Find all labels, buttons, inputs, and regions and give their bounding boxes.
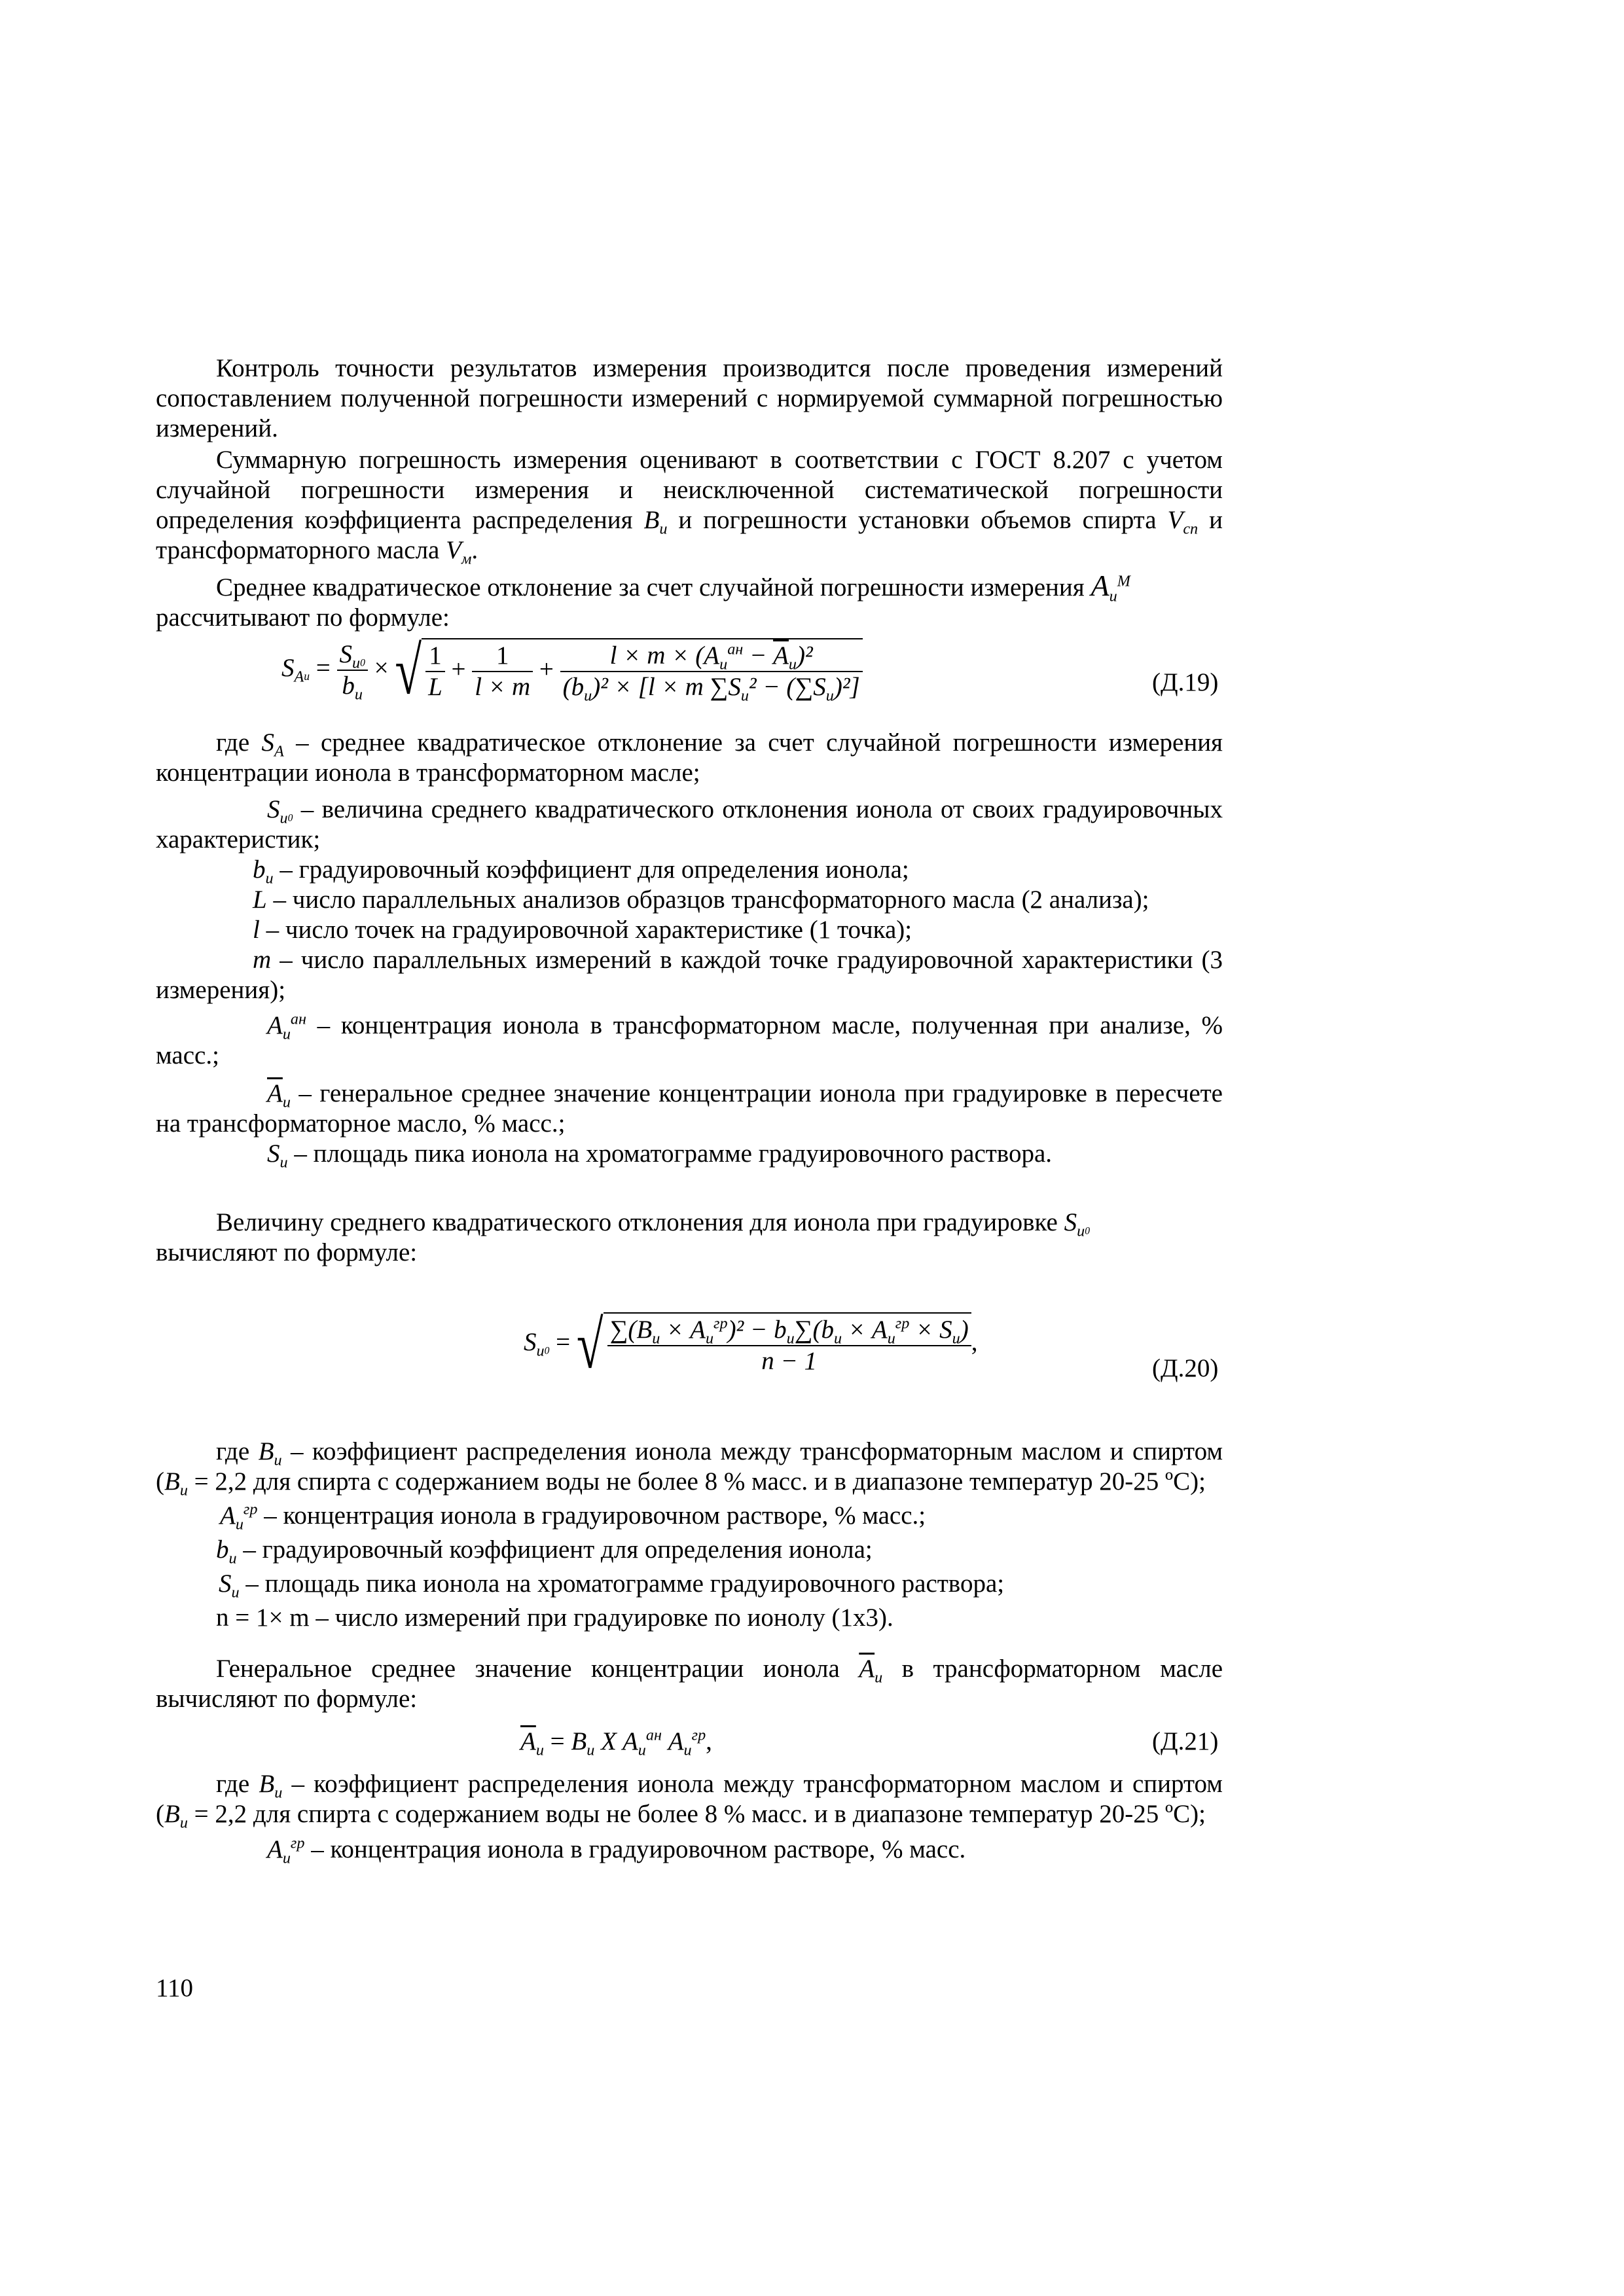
symbol-b: b [821,1316,834,1344]
definition-s-u [156,1569,1223,1602]
definition-b-u-distribution [156,1437,1223,1497]
paragraph-general-mean [156,1654,1223,1714]
symbol-b: b [342,672,355,700]
definition-a-gr [156,1835,1223,1865]
numerator-one: 1 [472,641,533,672]
subscript-u: и [887,1329,895,1348]
page-number: 110 [156,1974,194,2002]
subscript-u: и [231,1583,240,1602]
subscript-u: и [274,1451,282,1469]
symbol-m: m [647,641,666,670]
equation-number-d21: (Д.21) [1152,1727,1219,1755]
text-fragment: – концентрация ионола в градуировочном растворе, % масс. [304,1835,966,1863]
text-fragment: – число параллельных измерений в каждой точке градуировочной характеристики (3 измерения); [156,946,1223,1004]
definition-n: n = 1× m – число измерений при градуировке по ионолу (1x3). [216,1604,893,1632]
definition-s-u0 [156,795,1223,855]
subscript-u: и [1077,1222,1085,1240]
definition-b-u [156,855,1223,888]
symbol-l: l [253,916,260,944]
text-fragment: Суммарную погрешность измерения оценивают в соответствии с ГОСТ 8.207 с учетом случайной погрешности измерения и неисключенной систематической погрешности определения коэффициента распределения [156,446,1223,534]
subscript-u: и [740,687,749,705]
paragraph-text [156,1208,1223,1238]
denominator-n-minus-1: n − 1 [761,1347,818,1375]
paragraph-calibration-rms [156,1208,1223,1268]
symbol-v: V [1167,506,1183,534]
square-root: √ $\frac{1}{L}$ + $\frac{1}{l \times m}$ + $\frac{l \times m \times (A_и^{ан} - \overline{A}_и)^2}{(b_и)^2 \times [l \times m \sum S_и^2 - (\sum S_и)^2]}$ [395,638,862,702]
subscript-u: и [304,670,310,683]
symbol-b: b [216,1535,229,1564]
definition-a-an [156,1011,1223,1071]
symbol-l-upper: L [253,886,267,914]
paragraph-text: рассчитывают по формуле: [156,603,450,632]
paragraph-text [156,571,1223,603]
fraction-calibration: $\frac{\sum(B_и \times A_и^{гр})^2 - b_и\sum(b_и \times A_и^{гр} \times S_и)}{n - 1}$ [607,1315,971,1376]
definitions-d21 [156,1769,1223,1865]
text-fragment: где [216,728,250,757]
subscript-u: и [280,809,288,827]
symbol-s: S [939,1316,952,1344]
text-fragment: – концентрация ионола в градуировочном растворе, % масс.; [257,1501,926,1530]
symbol-b: b [774,1316,787,1344]
equation-number-d20: (Д.20) [1152,1354,1219,1382]
symbol-b: B [636,1316,653,1344]
text-fragment: Величину среднего квадратического отклонения для ионола при градуировке [216,1208,1064,1236]
text-fragment: – градуировочный коэффициент для определения ионола; [236,1535,873,1564]
definitions-d19 [156,728,1223,1172]
subscript-u: и [235,1515,244,1534]
symbol-x: X [601,1727,617,1755]
subscript-u: и [535,1741,544,1759]
definition-l-upper [156,885,1223,915]
superscript-gr: гр [691,1726,706,1744]
paragraph-accuracy-control [156,353,1223,444]
equation-number-d19: (Д.19) [1152,668,1219,696]
subscript-u: и [282,1849,291,1867]
symbol-s: S [813,673,826,701]
text-fragment: – градуировочный коэффициент для определения ионола; [273,855,909,884]
text-fragment: и погрешности установки объемов спирта [667,506,1168,534]
subscript-u: и [875,1668,883,1687]
subscript-u: и [179,1481,188,1499]
text-fragment: – площадь пика ионола на хроматограмме градуировочного раствора. [287,1139,1053,1168]
definition-s-u [156,1139,1223,1172]
subscript-u: и [228,1549,237,1568]
subscript-u: и [659,520,668,538]
symbol-m: m [253,946,272,974]
symbol-b: B [258,1437,274,1465]
subscript-u: и [265,869,274,888]
symbol-a-bar: $\overline{A}$ [520,1727,536,1755]
symbol-s: S [281,653,295,682]
formula-d20: $S_{и0}$ = √ $\frac{\sum(B_и \times A_и^{гр})^2 - b_и\sum(b_и \times A_и^{гр} \times S_и)}{n - 1}$ , [524,1308,978,1384]
definition-b-u [156,1535,1223,1568]
text-fragment: – коэффициент распределения ионола между трансформаторном маслом и спиртом ( [156,1770,1223,1828]
text-fragment: – среднее квадратическое отклонение за счет случайной погрешности измерения концентрации ионола в трансформаторном масле; [156,728,1223,787]
text-fragment: и трансформаторного масла [156,506,1223,564]
symbol-s: S [267,795,280,823]
subscript-u: и [584,687,592,705]
subscript-zero: 0 [360,657,365,669]
subscript-u: и [179,1814,188,1832]
subscript-u: и [638,1741,646,1759]
symbol-a: A [267,1835,283,1863]
paragraph-text [156,445,1223,568]
superscript-gr: гр [243,1500,258,1518]
numerator-one: 1 [425,641,445,672]
symbol-b: b [571,673,585,701]
symbol-a-bar: $\overline{A}$ [773,641,789,670]
symbol-l-upper: L [428,673,442,701]
subscript-m: м [461,550,472,568]
paragraph-total-error [156,445,1223,568]
superscript-m: М [1117,572,1130,590]
symbol-a: A [668,1727,684,1755]
symbol-b: B [259,1770,275,1798]
symbol-a-bar: $\overline{A}$ [267,1079,283,1107]
symbol-s: S [267,1139,280,1168]
subscript-u: и [952,1329,960,1348]
symbol-a: A [622,1727,638,1755]
text-fragment: где [216,1770,250,1798]
text-fragment: Генеральное среднее значение концентрации ионола [216,1655,859,1683]
paragraph-text: вычисляют по формуле: [156,1238,418,1266]
symbol-a: A [690,1316,706,1344]
text-fragment: – число точек на градуировочной характеристике (1 точка); [259,916,912,944]
formula-d19: $S_{Aи}$ = $\frac{S_{и0}}{b_и}$ × √ $\frac{1}{L}$ + $\frac{1}{l \times m}$ + $\frac{l \times m \times (A_и^{ан} - \overline{A}_и)^2}{(b_и)^2 \times [l \times m \sum S_и^2 - (\sum S_и)^2]}$ [281,638,863,702]
text-fragment: – коэффициент распределения ионола между трансформаторным маслом и спиртом ( [156,1437,1223,1496]
symbol-a: A [704,641,720,670]
superscript-an: ан [727,640,744,658]
symbol-b: B [571,1727,587,1755]
text-fragment: = 2,2 для спирта с содержанием воды не более 8 % масс. и в диапазоне температур 20-25 ºC); [187,1467,1206,1496]
symbol-m: m [511,673,531,701]
paragraph-text [156,1654,1223,1714]
symbol-s: S [339,640,353,668]
comma: , [706,1727,712,1755]
symbol-v: V [446,536,461,564]
symbol-a: A [267,1011,283,1039]
comma: , [971,1327,978,1356]
definitions-d20 [156,1437,1223,1633]
subscript-zero: 0 [1085,1225,1090,1237]
text-fragment: – число параллельных анализов образцов трансформаторного масла (2 анализа); [266,886,1149,914]
text-fragment: – величина среднего квадратического отклонения ионола от своих градуировочных характеристик; [156,795,1223,853]
symbol-a-bar: $\overline{A}$ [859,1655,875,1683]
text-fragment: = 2,2 для спирта с содержанием воды не более 8 % масс. и в диапазоне температур 20-25 ºC); [187,1800,1206,1828]
subscript-u: и [833,1329,842,1348]
text-fragment: . [471,536,478,564]
symbol-m: m [685,673,704,701]
subscript-u: и [705,1329,714,1348]
subscript-u: и [280,1153,288,1172]
fraction-variance-term: $\frac{l \times m \times (A_и^{ан} - \overline{A}_и)^2}{(b_и)^2 \times [l \times m \sum S_и^2 - (\sum S_и)^2]}$ [560,641,863,702]
text-fragment: где [216,1437,250,1465]
superscript-an: ан [290,1010,306,1028]
subscript-u: и [1109,587,1117,605]
formula-d21: $\overline{A}_и = B_и$ X $A_и^{ан}$ $A_и^{гр}$, [520,1726,712,1759]
definition-s-am [156,728,1223,788]
symbol-a: A [1091,569,1110,602]
subscript-u: и [825,687,834,705]
square-root: √ $\frac{\sum(B_и \times A_и^{гр})^2 - b_и\sum(b_и \times A_и^{гр} \times S_и)}{n - 1}$ [577,1312,971,1376]
subscript-u: и [788,655,797,673]
subscript-a: A [274,742,284,761]
fraction-s-over-b [337,639,368,704]
definition-l [156,915,1223,945]
subscript-sp: сп [1183,520,1199,538]
text-fragment: – генеральное среднее значение концентрации ионола при градуировке в пересчете на трансформаторное масло, % масс.; [156,1079,1223,1138]
symbol-a: A [220,1501,236,1530]
subscript-a: A [294,668,304,686]
subscript-zero: 0 [544,1345,550,1357]
symbol-b: b [253,855,266,884]
symbol-l: l [609,641,617,670]
subscript-u: и [586,1741,595,1759]
subscript-u: и [786,1329,795,1348]
definition-b-u-distribution [156,1769,1223,1832]
subscript-u: и [282,1093,291,1111]
symbol-a: A [871,1316,888,1344]
subscript-u: и [282,1025,291,1043]
definition-a-bar [156,1079,1223,1139]
text-fragment: – площадь пика ионола на хроматограмме градуировочного раствора; [239,1570,1005,1598]
subscript-u: и [352,654,361,672]
definition-m [156,945,1223,1005]
subscript-zero: 0 [287,812,293,824]
subscript-u: и [719,655,728,673]
subscript-u: и [683,1741,692,1759]
superscript-an: ан [645,1726,662,1744]
definition-a-gr [156,1500,1223,1534]
subscript-u: и [354,685,363,704]
symbol-s: S [261,728,275,757]
text-fragment: – концентрация ионола в трансформаторном масле, полученная при анализе, % масс.; [156,1011,1223,1069]
symbol-s: S [728,673,741,701]
symbol-l: l [647,673,655,701]
text-fragment: в трансформаторном масле вычисляют по формуле: [156,1655,1223,1713]
symbol-s: S [1064,1208,1077,1236]
subscript-u: и [536,1342,545,1360]
paragraph-rms-random [156,571,1223,633]
symbol-l: l [475,673,482,701]
symbol-b: B [164,1800,180,1828]
superscript-gr: гр [290,1834,305,1852]
subscript-u: и [274,1784,283,1802]
superscript-gr: гр [895,1314,910,1333]
symbol-b: B [164,1467,180,1496]
text-fragment: Среднее квадратическое отклонение за счет случайной погрешности измерения [216,573,1091,601]
superscript-gr: гр [713,1314,728,1333]
symbol-b: B [643,506,660,534]
symbol-s: S [219,1570,232,1598]
symbol-s: S [524,1327,537,1356]
paragraph-text: Контроль точности результатов измерения производится после проведения измерений сопоставлением полученной погрешности измерений с нормируемой суммарной погрешностью измерений. [156,354,1223,442]
subscript-u: и [652,1329,660,1348]
